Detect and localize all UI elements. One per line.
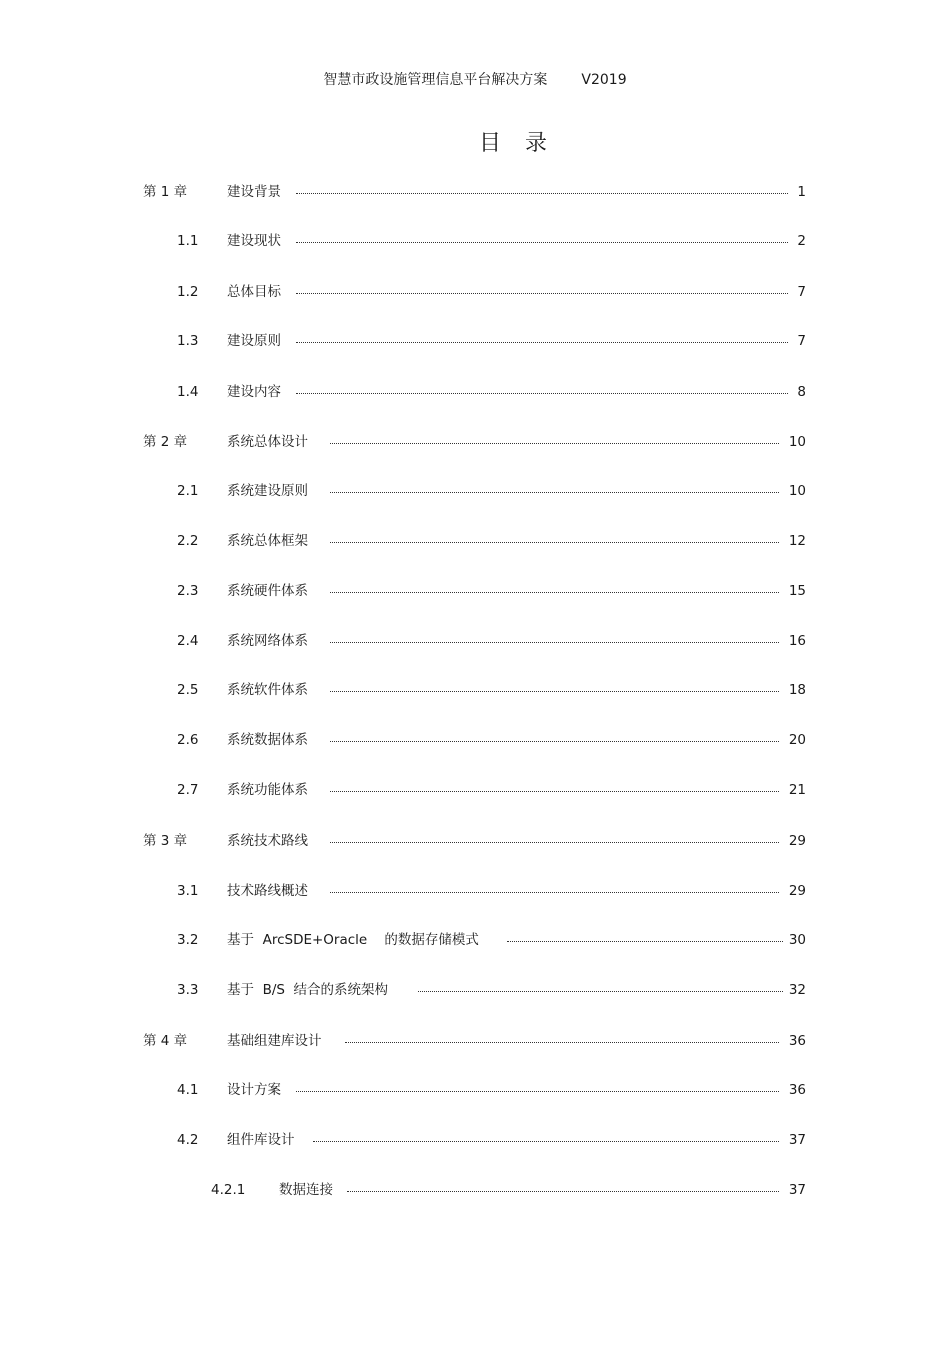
- toc-entry-page-number: 20: [788, 732, 806, 748]
- toc-entry-title: 系统建设原则: [227, 483, 308, 499]
- toc-entry-page-number: 12: [788, 533, 806, 549]
- toc-entry-number: 第 2 章: [143, 434, 188, 450]
- toc-entry-section[interactable]: [0, 679, 950, 701]
- toc-entry-number: 4.2: [177, 1132, 199, 1148]
- toc-entry-subsection[interactable]: [0, 1179, 950, 1201]
- toc-entry-page-number: 36: [788, 1082, 806, 1098]
- toc-dot-leader: [296, 393, 788, 394]
- toc-dot-leader: [347, 1191, 779, 1192]
- toc-entry-page-number: 37: [788, 1132, 806, 1148]
- toc-dot-leader: [330, 691, 779, 692]
- toc-dot-leader: [507, 941, 783, 942]
- toc-entry-title: 基础组建库设计: [227, 1033, 322, 1049]
- toc-entry-section[interactable]: [0, 480, 950, 502]
- toc-dot-leader: [296, 242, 788, 243]
- toc-dot-leader: [330, 791, 779, 792]
- toc-entry-title: 总体目标: [227, 284, 281, 300]
- toc-heading-part1: 目: [478, 131, 501, 156]
- toc-entry-title: 系统总体框架: [227, 533, 308, 549]
- toc-entry-title: 系统功能体系: [227, 782, 308, 798]
- toc-dot-leader: [330, 892, 779, 893]
- toc-entry-page-number: 2: [797, 233, 806, 249]
- toc-entry-page-number: 29: [788, 883, 806, 899]
- toc-entry-section[interactable]: [0, 779, 950, 801]
- toc-dot-leader: [330, 592, 779, 593]
- toc-entry-title: 建设内容: [227, 384, 281, 400]
- toc-entry-number: 第 1 章: [143, 184, 188, 200]
- toc-entry-number: 2.7: [177, 782, 199, 798]
- toc-entry-section[interactable]: [0, 1079, 950, 1101]
- toc-entry-page-number: 15: [788, 583, 806, 599]
- toc-entry-title: 建设原则: [227, 333, 281, 349]
- toc-entry-title: 数据连接: [279, 1182, 333, 1198]
- toc-entry-page-number: 1: [797, 184, 806, 200]
- toc-entry-number: 3.2: [177, 932, 199, 948]
- toc-entry-number: 2.3: [177, 583, 199, 599]
- toc-entry-page-number: 7: [797, 284, 806, 300]
- toc-entry-section[interactable]: [0, 630, 950, 652]
- toc-entry-number: 2.6: [177, 732, 199, 748]
- toc-dot-leader: [296, 193, 788, 194]
- toc-dot-leader: [330, 842, 779, 843]
- toc-entry-number: 1.2: [177, 284, 199, 300]
- toc-heading-part2: 录: [525, 131, 548, 156]
- toc-entry-page-number: 36: [788, 1033, 806, 1049]
- toc-entry-number: 第 3 章: [143, 833, 188, 849]
- toc-entry-section[interactable]: [0, 729, 950, 751]
- toc-entry-chapter[interactable]: [0, 830, 950, 852]
- toc-entry-title: 系统总体设计: [227, 434, 308, 450]
- toc-entry-title: 建设现状: [227, 233, 281, 249]
- toc-entry-section[interactable]: [0, 281, 950, 303]
- toc-entry-page-number: 37: [788, 1182, 806, 1198]
- toc-entry-number: 4.2.1: [211, 1182, 246, 1198]
- toc-entry-title: 基于 B/S 结合的系统架构: [227, 982, 389, 998]
- toc-entry-title: 基于 ArcSDE+Oracle 的数据存储模式: [227, 932, 479, 948]
- toc-entry-title: 设计方案: [227, 1082, 281, 1098]
- toc-entry-chapter[interactable]: [0, 181, 950, 203]
- toc-entry-number: 1.1: [177, 233, 199, 249]
- toc-entry-section[interactable]: [0, 929, 950, 951]
- toc-entry-number: 2.1: [177, 483, 199, 499]
- toc-dot-leader: [345, 1042, 779, 1043]
- toc-entry-page-number: 10: [788, 434, 806, 450]
- toc-entry-section[interactable]: [0, 979, 950, 1001]
- toc-entry-chapter[interactable]: [0, 1030, 950, 1052]
- toc-entry-title: 建设背景: [227, 184, 281, 200]
- toc-dot-leader: [296, 342, 788, 343]
- toc-entry-number: 3.1: [177, 883, 199, 899]
- toc-entry-title: 系统数据体系: [227, 732, 308, 748]
- toc-entry-section[interactable]: [0, 1129, 950, 1151]
- toc-entry-section[interactable]: [0, 880, 950, 902]
- toc-dot-leader: [313, 1141, 779, 1142]
- toc-entry-section[interactable]: [0, 580, 950, 602]
- toc-entry-title: 系统技术路线: [227, 833, 308, 849]
- toc-dot-leader: [330, 492, 779, 493]
- toc-entry-number: 2.5: [177, 682, 199, 698]
- toc-entry-page-number: 30: [788, 932, 806, 948]
- toc-entry-section[interactable]: [0, 530, 950, 552]
- toc-entry-number: 3.3: [177, 982, 199, 998]
- toc-dot-leader: [296, 293, 788, 294]
- toc-dot-leader: [296, 1091, 779, 1092]
- toc-entry-title: 系统硬件体系: [227, 583, 308, 599]
- toc-entry-title: 组件库设计: [227, 1132, 295, 1148]
- toc-dot-leader: [330, 542, 779, 543]
- toc-dot-leader: [330, 642, 779, 643]
- toc-dot-leader: [330, 741, 779, 742]
- document-title: 智慧市政设施管理信息平台解决方案: [323, 72, 548, 88]
- toc-entry-page-number: 29: [788, 833, 806, 849]
- toc-entry-title: 技术路线概述: [227, 883, 308, 899]
- toc-entry-page-number: 10: [788, 483, 806, 499]
- toc-entry-number: 1.3: [177, 333, 199, 349]
- toc-entry-page-number: 21: [788, 782, 806, 798]
- document-version: V2019: [581, 72, 627, 88]
- toc-entry-page-number: 18: [788, 682, 806, 698]
- toc-entry-page-number: 8: [797, 384, 806, 400]
- toc-entry-chapter[interactable]: [0, 431, 950, 453]
- toc-entry-page-number: 16: [788, 633, 806, 649]
- toc-entry-section[interactable]: [0, 230, 950, 252]
- toc-entry-title: 系统软件体系: [227, 682, 308, 698]
- toc-entry-section[interactable]: [0, 381, 950, 403]
- toc-entry-page-number: 7: [797, 333, 806, 349]
- toc-entry-section[interactable]: [0, 330, 950, 352]
- toc-entry-number: 4.1: [177, 1082, 199, 1098]
- toc-entry-title: 系统网络体系: [227, 633, 308, 649]
- toc-dot-leader: [418, 991, 783, 992]
- toc-entry-page-number: 32: [788, 982, 806, 998]
- toc-entry-number: 2.4: [177, 633, 199, 649]
- toc-entry-number: 第 4 章: [143, 1033, 188, 1049]
- toc-entry-number: 1.4: [177, 384, 199, 400]
- toc-dot-leader: [330, 443, 779, 444]
- toc-entry-number: 2.2: [177, 533, 199, 549]
